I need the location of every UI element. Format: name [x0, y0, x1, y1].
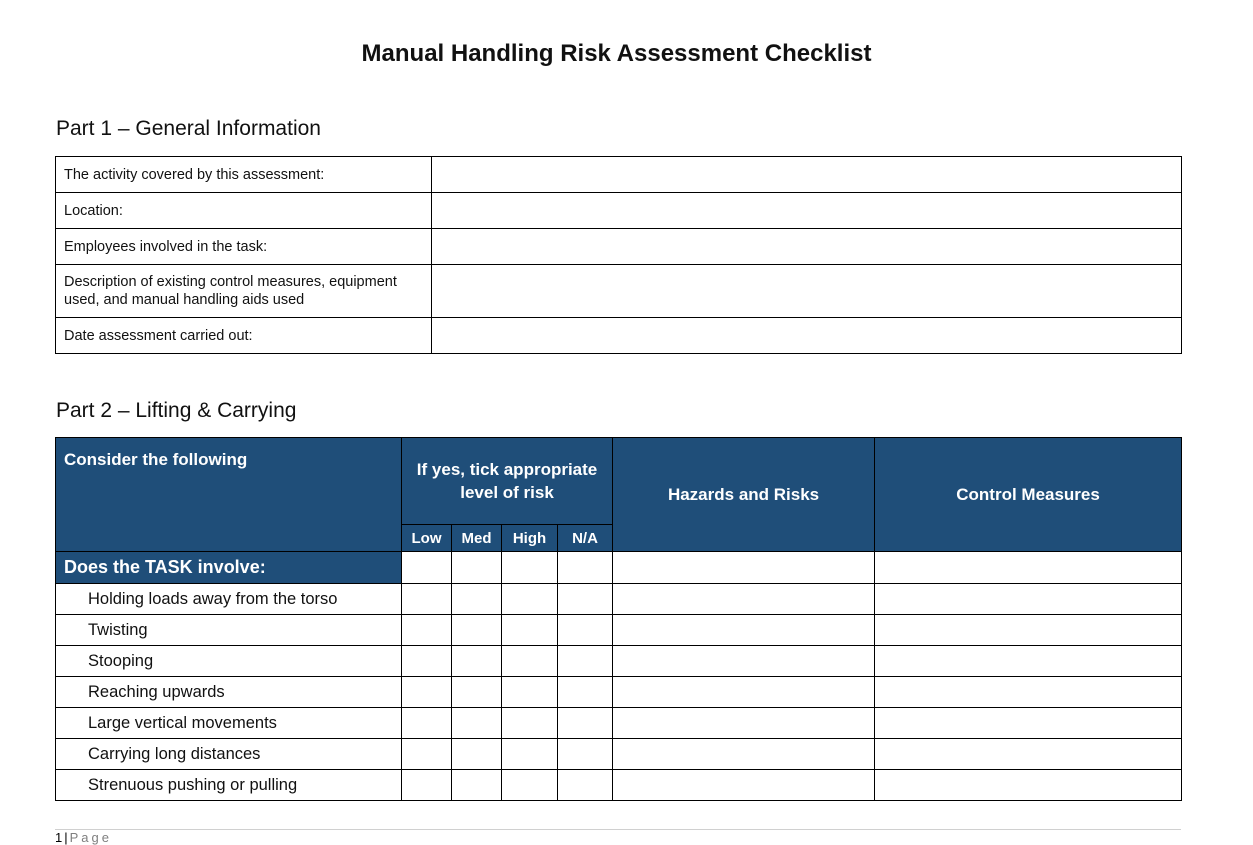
tick-cell-high[interactable]: [502, 677, 558, 708]
cell-empty: [875, 552, 1182, 584]
document-title: Manual Handling Risk Assessment Checklist: [361, 40, 872, 67]
field-input-control-description[interactable]: [432, 265, 1182, 318]
cell-empty: [558, 552, 613, 584]
hazards-cell[interactable]: [613, 677, 875, 708]
header-control-measures: Control Measures: [875, 438, 1182, 552]
tick-cell-na[interactable]: [558, 770, 613, 801]
tick-cell-med[interactable]: [452, 584, 502, 615]
table-row: [56, 770, 1182, 801]
hazards-cell[interactable]: [613, 770, 875, 801]
tick-cell-na[interactable]: [558, 708, 613, 739]
header-level-low: Low: [402, 525, 452, 552]
item-label: Carrying long distances: [56, 739, 402, 770]
controls-cell[interactable]: [875, 770, 1182, 801]
tick-cell-na[interactable]: [558, 615, 613, 646]
tick-cell-med[interactable]: [452, 770, 502, 801]
tick-cell-med[interactable]: [452, 646, 502, 677]
footer-divider: [55, 829, 1181, 830]
header-level-high: High: [502, 525, 558, 552]
field-input-date[interactable]: [432, 318, 1182, 354]
page-word: Page: [69, 830, 112, 845]
controls-cell[interactable]: [875, 708, 1182, 739]
tick-cell-low[interactable]: [402, 646, 452, 677]
cell-empty: [613, 552, 875, 584]
tick-cell-na[interactable]: [558, 739, 613, 770]
tick-cell-na[interactable]: [558, 584, 613, 615]
tick-cell-high[interactable]: [502, 584, 558, 615]
table-row: [56, 739, 1182, 770]
item-label: Reaching upwards: [56, 677, 402, 708]
page-separator: |: [64, 830, 68, 845]
table-row: [56, 708, 1182, 739]
hazards-cell[interactable]: [613, 739, 875, 770]
tick-cell-med[interactable]: [452, 708, 502, 739]
page-footer: [55, 831, 112, 845]
tick-cell-low[interactable]: [402, 739, 452, 770]
tick-cell-high[interactable]: [502, 708, 558, 739]
controls-cell[interactable]: [875, 615, 1182, 646]
controls-cell[interactable]: [875, 677, 1182, 708]
field-input-location[interactable]: [432, 193, 1182, 229]
tick-cell-high[interactable]: [502, 646, 558, 677]
field-label-activity: The activity covered by this assessment:: [56, 157, 432, 193]
part2-heading: Part 2 – Lifting & Carrying: [56, 399, 297, 422]
header-consider: Consider the following: [56, 438, 402, 552]
page-number: 1: [55, 830, 63, 845]
tick-cell-low[interactable]: [402, 584, 452, 615]
controls-cell[interactable]: [875, 646, 1182, 677]
tick-cell-low[interactable]: [402, 677, 452, 708]
tick-cell-med[interactable]: [452, 677, 502, 708]
field-label-location: Location:: [56, 193, 432, 229]
tick-cell-high[interactable]: [502, 739, 558, 770]
item-label: Holding loads away from the torso: [56, 584, 402, 615]
hazards-cell[interactable]: [613, 708, 875, 739]
table-row: [56, 615, 1182, 646]
field-input-employees[interactable]: [432, 229, 1182, 265]
hazards-cell[interactable]: [613, 584, 875, 615]
field-label-control-description: Description of existing control measures, equipment used, and manual handling aids used: [56, 265, 432, 318]
header-level-med: Med: [452, 525, 502, 552]
field-label-date: Date assessment carried out:: [56, 318, 432, 354]
cell-empty: [452, 552, 502, 584]
section-label-task: Does the TASK involve:: [56, 552, 402, 584]
controls-cell[interactable]: [875, 739, 1182, 770]
table-row: [56, 646, 1182, 677]
tick-cell-low[interactable]: [402, 615, 452, 646]
tick-cell-na[interactable]: [558, 646, 613, 677]
hazards-cell[interactable]: [613, 615, 875, 646]
cell-empty: [502, 552, 558, 584]
tick-cell-low[interactable]: [402, 770, 452, 801]
tick-cell-med[interactable]: [452, 739, 502, 770]
tick-cell-med[interactable]: [452, 615, 502, 646]
general-information-table: [55, 156, 1182, 354]
field-input-activity[interactable]: [432, 157, 1182, 193]
hazards-cell[interactable]: [613, 646, 875, 677]
tick-cell-high[interactable]: [502, 770, 558, 801]
tick-cell-high[interactable]: [502, 615, 558, 646]
header-tick-risk-level: If yes, tick appropriate level of risk: [402, 438, 613, 525]
item-label: Twisting: [56, 615, 402, 646]
table-row: [56, 584, 1182, 615]
part1-heading: Part 1 – General Information: [56, 117, 321, 140]
tick-cell-low[interactable]: [402, 708, 452, 739]
header-hazards-risks: Hazards and Risks: [613, 438, 875, 552]
cell-empty: [402, 552, 452, 584]
lifting-carrying-table: [55, 437, 1182, 801]
table-row: [56, 677, 1182, 708]
controls-cell[interactable]: [875, 584, 1182, 615]
item-label: Stooping: [56, 646, 402, 677]
header-level-na: N/A: [558, 525, 613, 552]
item-label: Large vertical movements: [56, 708, 402, 739]
field-label-employees: Employees involved in the task:: [56, 229, 432, 265]
tick-cell-na[interactable]: [558, 677, 613, 708]
item-label: Strenuous pushing or pulling: [56, 770, 402, 801]
